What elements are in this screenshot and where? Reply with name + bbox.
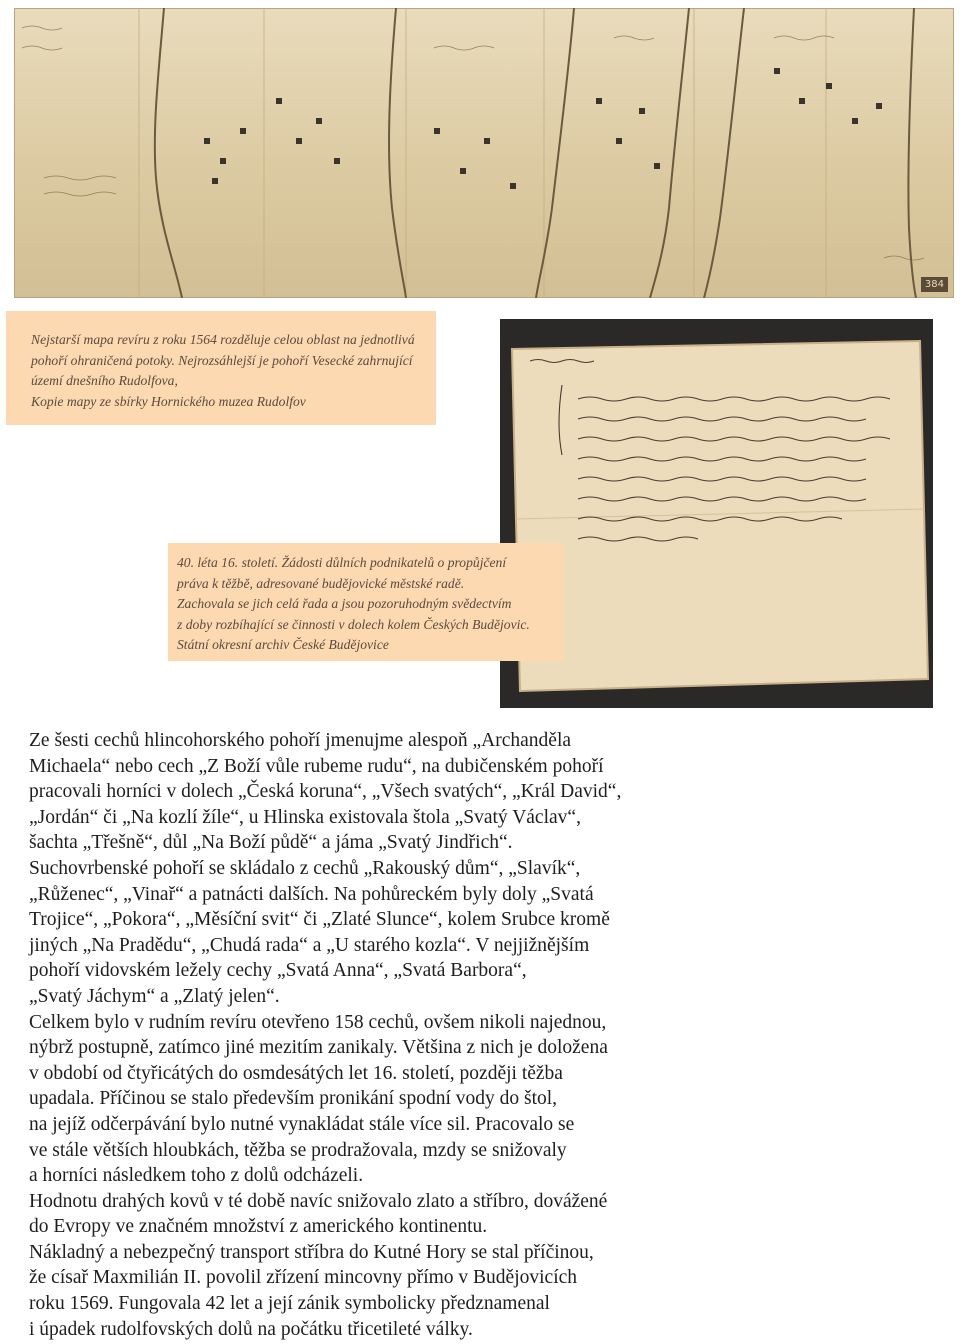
document-drawing bbox=[500, 319, 933, 708]
document-caption-line: Státní okresní archiv České Budějovice bbox=[177, 637, 389, 652]
body-line: Trojice“, „Pokora“, „Měsíční svit“ či „Zlaté Slunce“, kolem Srubce kromě bbox=[29, 909, 610, 931]
map-sheet-number: 384 bbox=[921, 277, 948, 292]
body-line: do Evropy ve značném množství z amerického kontinentu. bbox=[29, 1216, 488, 1238]
body-text bbox=[29, 728, 929, 1342]
historic-document-photo bbox=[500, 319, 933, 708]
body-line: Hodnotu drahých kovů v té době navíc snižovalo zlato a stříbro, dovážené bbox=[29, 1190, 608, 1212]
body-line: „Jordán“ či „Na kozlí žíle“, u Hlinska existovala štola „Svatý Václav“, bbox=[29, 806, 581, 828]
body-line: ve stále větších hloubkách, těžba se prodražovala, mzdy se snižovaly bbox=[29, 1139, 567, 1161]
body-line: i úpadek rudolfovských dolů na počátku třicetileté války. bbox=[29, 1318, 473, 1340]
document-caption-line: z doby rozbíhající se činnosti v dolech kolem Českých Budějovic. bbox=[177, 616, 530, 632]
body-line: roku 1569. Fungovala 42 let a její zánik symbolicky předznamenal bbox=[29, 1293, 550, 1315]
map-caption-line: Nejstarší mapa revíru z roku 1564 rozděluje celou oblast na jednotlivá bbox=[31, 332, 415, 347]
body-line: Suchovrbenské pohoří se skládalo z cechů „Rakouský dům“, „Slavík“, bbox=[29, 857, 581, 879]
body-line: Celkem bylo v rudním revíru otevřeno 158 cechů, ovšem nikoli najednou, bbox=[29, 1011, 607, 1033]
document-caption-line: 40. léta 16. století. Žádosti důlních podnikatelů o propůjčení bbox=[177, 555, 507, 570]
body-line: na jejíž odčerpávání bylo nutné vynakládat stále více sil. Pracovalo se bbox=[29, 1113, 575, 1135]
historic-mine-map bbox=[14, 8, 954, 298]
body-line: že císař Maxmilián II. povolil zřízení mincovny přímo v Budějovicích bbox=[29, 1267, 578, 1289]
body-line: jiných „Na Pradědu“, „Chudá rada“ a „U starého kozla“. V nejjižnějším bbox=[29, 934, 590, 956]
document-caption-line: Zachovala se jich celá řada a jsou pozoruhodným svědectvím bbox=[177, 596, 512, 611]
body-line: Nákladný a nebezpečný transport stříbra do Kutné Hory se stal příčinou, bbox=[29, 1241, 594, 1263]
document-caption bbox=[168, 543, 564, 661]
map-caption bbox=[6, 311, 436, 425]
map-caption-line: území dnešního Rudolfova, bbox=[31, 373, 178, 388]
body-line: upadala. Příčinou se stalo především pronikání spodní vody do štol, bbox=[29, 1088, 558, 1110]
body-line: pracovali horníci v dolech „Česká koruna“, „Všech svatých“, „Král David“, bbox=[29, 781, 622, 803]
body-line: nýbrž postupně, zatímco jiné mezitím zanikaly. Většina z nich je doložena bbox=[29, 1037, 608, 1059]
body-line: Michaela“ nebo cech „Z Boží vůle rubeme rudu“, na dubičenském pohoří bbox=[29, 755, 604, 777]
document-caption-line: práva k těžbě, adresované budějovické městské radě. bbox=[177, 575, 465, 591]
body-line: pohoří vidovském ležely cechy „Svatá Anna“, „Svatá Barbora“, bbox=[29, 960, 527, 982]
body-line: „Růženec“, „Vinař“ a patnácti dalších. Na pohůreckém byly doly „Svatá bbox=[29, 883, 594, 905]
body-line: v období od čtyřicátých do osmdesátých let 16. století, později těžba bbox=[29, 1062, 563, 1084]
map-caption-line: pohoří ohraničená potoky. Nejrozsáhlejší je pohoří Vesecké zahrnující bbox=[31, 352, 413, 368]
body-line: a horníci následkem toho z dolů odcházeli. bbox=[29, 1165, 364, 1187]
map-drawing bbox=[14, 8, 954, 298]
body-line: Ze šesti cechů hlincohorského pohoří jmenujme alespoň „Archanděla bbox=[29, 730, 572, 751]
map-caption-line: Kopie mapy ze sbírky Hornického muzea Rudolfov bbox=[31, 393, 306, 409]
body-line: „Svatý Jáchym“ a „Zlatý jelen“. bbox=[29, 985, 280, 1007]
body-line: šachta „Třešně“, důl „Na Boží půdě“ a jáma „Svatý Jindřich“. bbox=[29, 832, 513, 854]
